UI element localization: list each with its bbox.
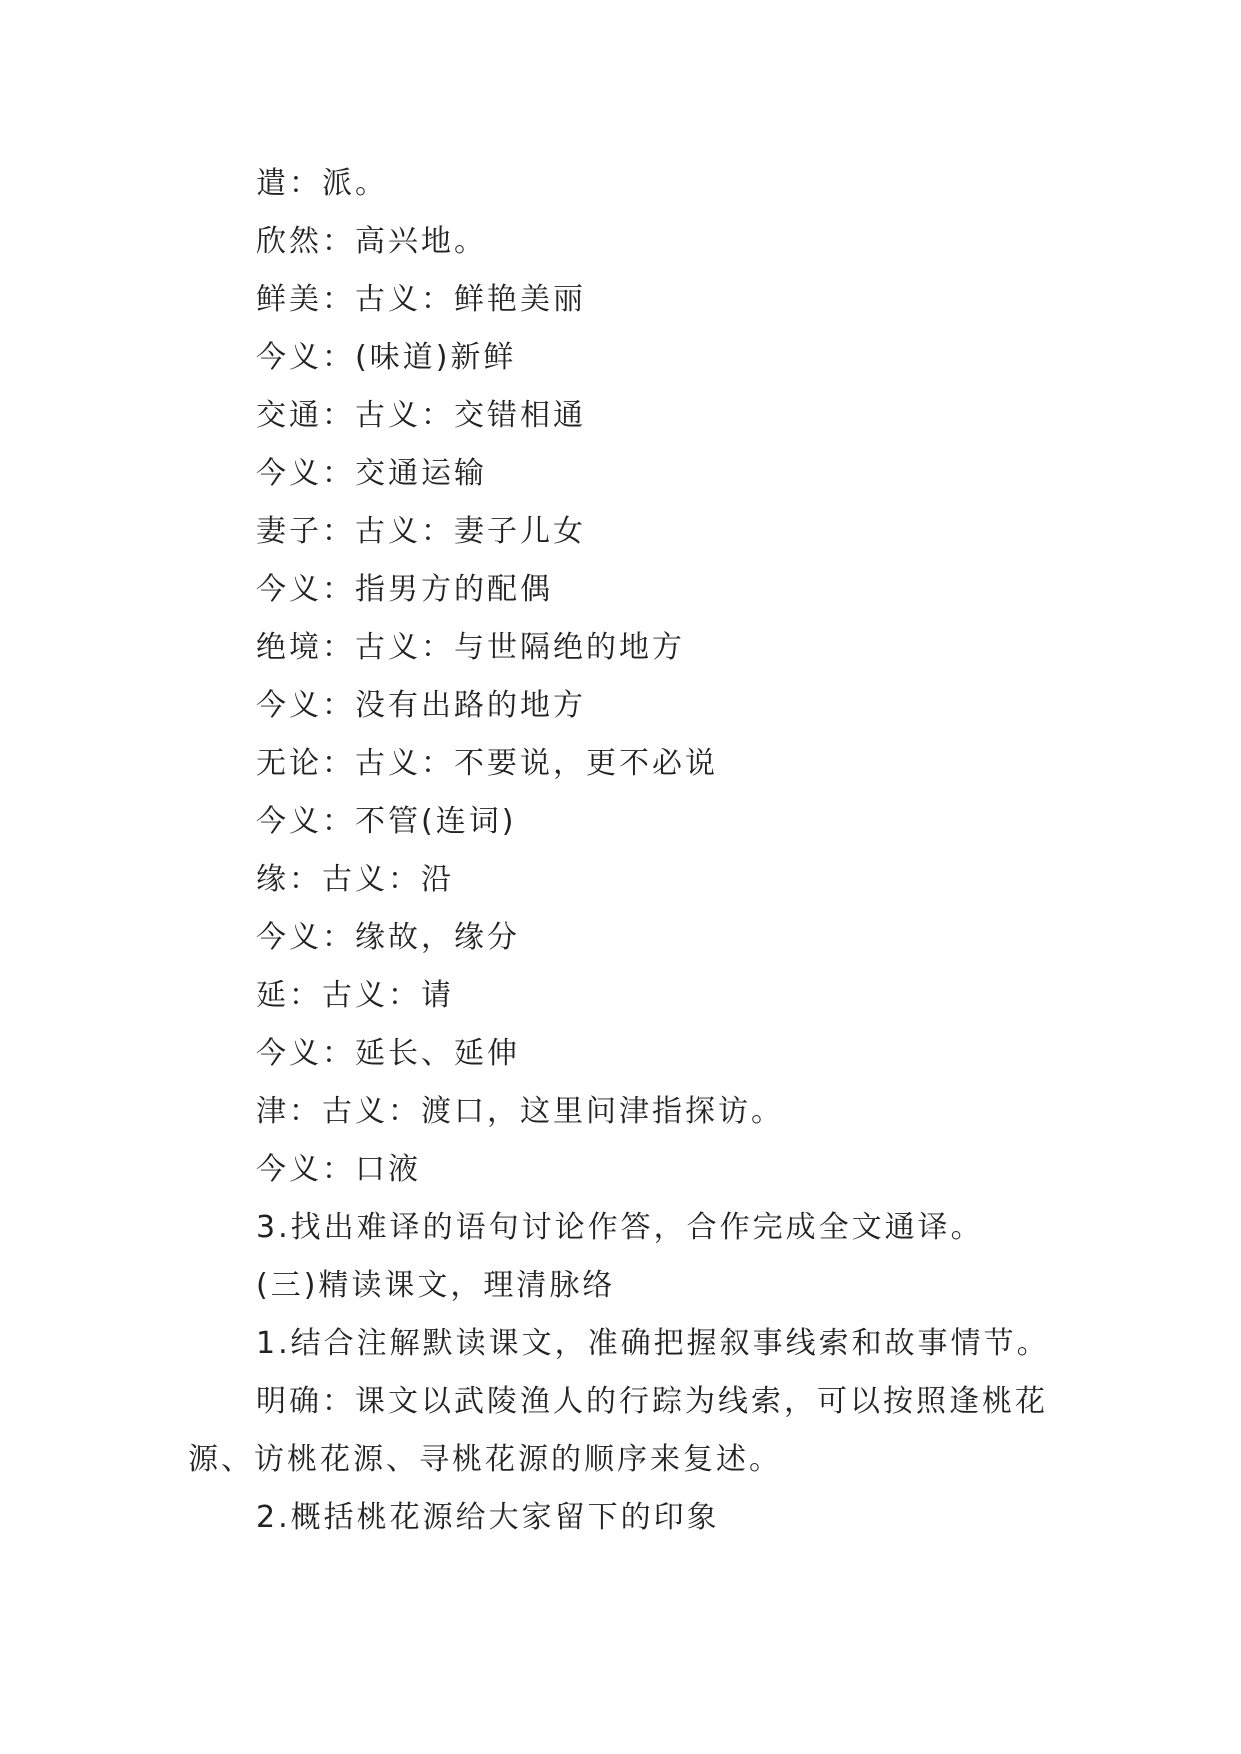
text-line: 今义：口液 (256, 1152, 421, 1187)
document-body (188, 155, 1088, 1547)
text-line: 津：古义：渡口，这里问津指探访。 (256, 1094, 784, 1129)
text-line: 今义：不管(连词) (256, 804, 517, 839)
text-line: 今义：没有出路的地方 (256, 688, 586, 723)
text-line: 延：古义：请 (256, 978, 454, 1013)
text-line: 绝境：古义：与世隔绝的地方 (256, 630, 685, 665)
section-heading: (三)精读课文，理清脉络 (256, 1268, 616, 1303)
text-line: 鲜美：古义：鲜艳美丽 (256, 282, 586, 317)
text-line: 今义：指男方的配偶 (256, 572, 553, 607)
text-line: 缘：古义：沿 (256, 862, 454, 897)
text-line-continuation: 源、访桃花源、寻桃花源的顺序来复述。 (188, 1442, 782, 1477)
text-line: 3.找出难译的语句讨论作答，合作完成全文通译。 (256, 1210, 984, 1245)
text-line: 明确：课文以武陵渔人的行踪为线索，可以按照逢桃花 (256, 1384, 1048, 1419)
text-line: 无论：古义：不要说，更不必说 (256, 746, 718, 781)
text-line: 今义：交通运输 (256, 456, 487, 491)
text-line: 今义：(味道)新鲜 (256, 340, 517, 375)
text-line: 今义：延长、延伸 (256, 1036, 520, 1071)
text-line: 今义：缘故，缘分 (256, 920, 520, 955)
text-line: 1.结合注解默读课文，准确把握叙事线索和故事情节。 (256, 1326, 1050, 1361)
text-line: 交通：古义：交错相通 (256, 398, 586, 433)
text-line: 欣然：高兴地。 (256, 224, 487, 259)
text-line: 2.概括桃花源给大家留下的印象 (256, 1500, 720, 1535)
text-line: 妻子：古义：妻子儿女 (256, 514, 586, 549)
text-line: 遣：派。 (256, 166, 388, 201)
